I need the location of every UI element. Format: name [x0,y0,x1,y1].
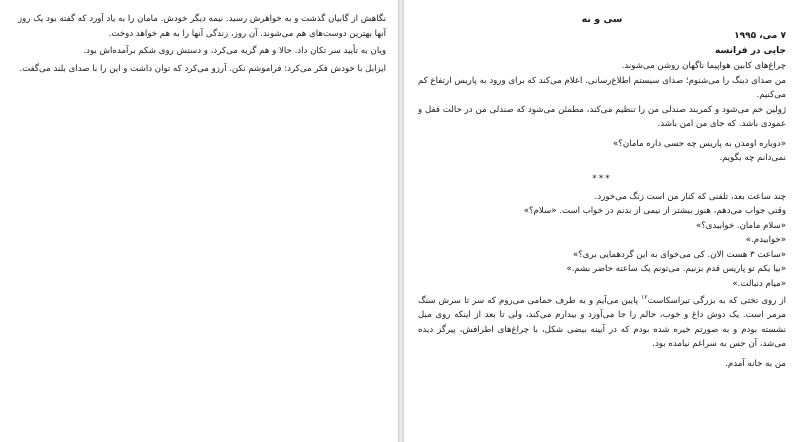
paragraph: نمی‌دانم چه بگویم. [719,153,786,163]
footnote-marker[interactable]: ۱۲ [641,294,648,301]
dialogue-line: «ساعت ۳ هست الان. کی می‌خوای به این گردهمایی بری؟» [572,249,786,260]
section-separator: *** [592,173,612,184]
paragraph: من صدای دینگ را می‌شنوم؛ صدای سیستم اطلاع‌رسانی. اعلام می‌کند که برای ورود به پاریس ارتفاع کم می‌کنیم. [418,75,786,100]
left-page [0,0,398,442]
section-title: جایی در فرانسه [715,46,786,56]
dialogue-line: «دوباره اومدن به پاریس چه حسی داره مامان؟» [613,138,786,149]
dialogue-line: «بیا یکم تو پاریس قدم بزنیم. می‌تونم یک ساعته حاضر بشم.» [566,264,786,274]
paragraph: ژولین خم می‌شود و کمربند صندلی من را تنظیم می‌کند، مطمئن می‌شود که صندلی من در حالت قفل و عمودی باشد. که جای من امن باشد. [418,104,786,129]
right-page [404,0,804,442]
dialogue-line: «سلام مامان. خوابیدی؟» [695,220,786,231]
paragraph: چراغ‌های کابین هواپیما ناگهان روشن می‌شوند. [621,61,786,71]
paragraph-text-start: از روی تختی که به بزرگی تیراسکاست [647,295,786,306]
paragraph: چند ساعت بعد، تلفنی که کنار من است زنگ می‌خورد. [594,191,786,202]
chapter-title: سی و نه [581,14,623,25]
left-paragraph-2: ویان به تأیید سر تکان داد. حالا و هم گریه می‌کرد، و دستش روی شکم برآمده‌اش بود. [83,46,386,56]
dialogue-line: «خوابیدم.» [745,235,786,245]
dialogue-line: «میام دنبالت.» [732,278,786,289]
closing-line: من به خانه آمدم. [725,358,786,369]
paragraph-text-end: پایین می‌آیم و به طرف حمامی می‌روم که سر تا سرش سنگ مرمر است. یک دوش داغ و خوب، حالم را جا می‌آورد و بیدارم می‌کند، ولی تا بعد از اینکه روی مبل نشسته بودم و به صورتم خیره شده بودم که در آیینه بیضی شکل، با چراغ‌های اطرافش، پیرگز دیده می‌شد، آن حس به سراغم نیامده بود. [418,295,786,350]
left-paragraph-1: نگاهش از گابیان گذشت و به خواهرش رسید. نیمه دیگر خودش. مامان را به یاد آورد که گفته بود یک روز آنها بهترین دوست‌های هم می‌شوند. آن روز، زندگی آنها را به هم خواهد دوخت. [18,14,386,39]
paragraph-with-footnote [418,291,786,352]
left-paragraph-3: ایزابل با خودش فکر می‌کرد: فراموشم نکن. آرزو می‌کرد که توان داشت و این را با صدای بلند می‌گفت. [19,63,386,74]
paragraph: وقتی جواب می‌دهم، هنوز بیشتر از نیمی از بدنم در خواب است. «سلام؟» [523,206,786,216]
chapter-date: ۷ می، ۱۹۹۵ [734,31,786,41]
